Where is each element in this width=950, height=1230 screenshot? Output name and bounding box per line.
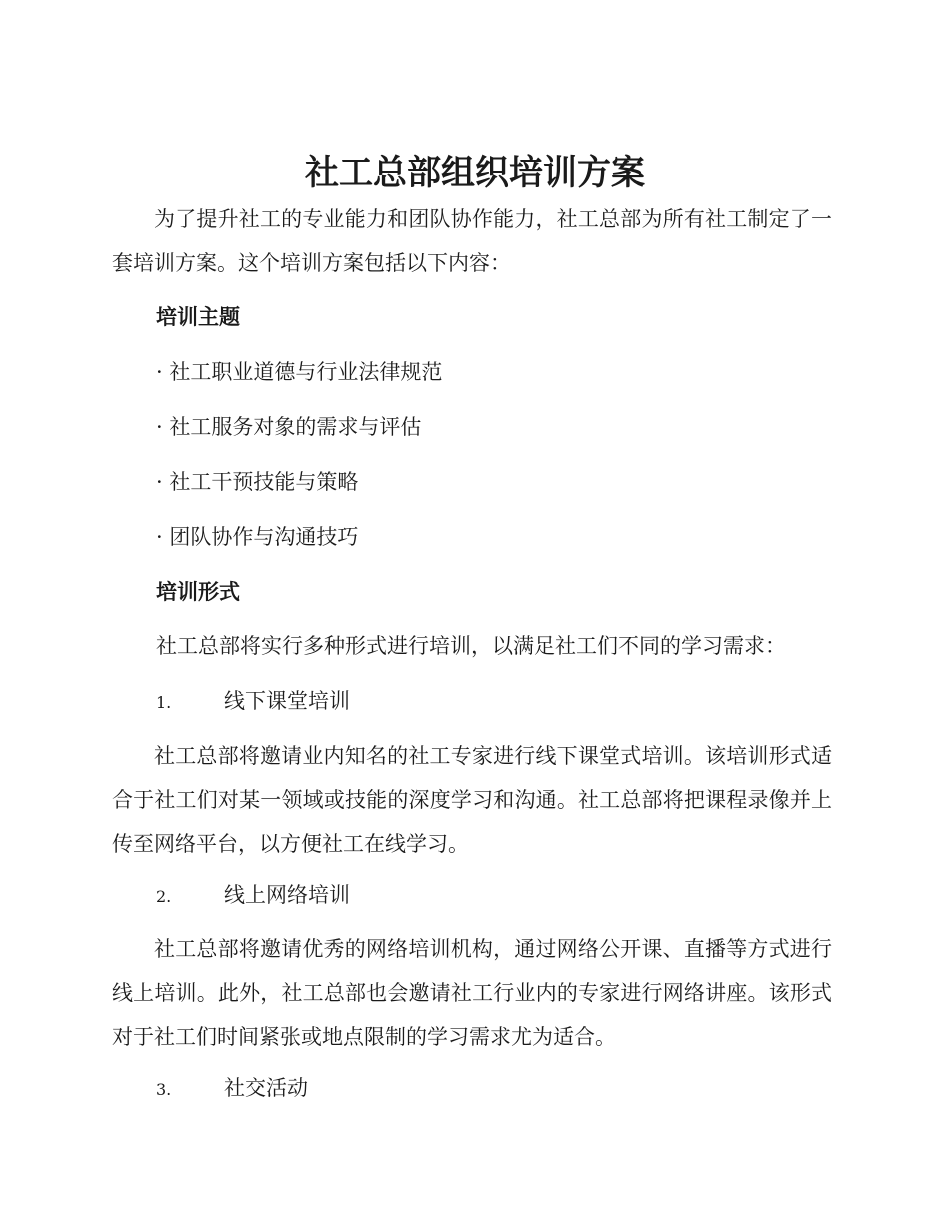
numbered-item	[156, 873, 350, 919]
intro-paragraph: 为了提升社工的专业能力和团队协作能力，社工总部为所有社工制定了一套培训方案。这个培训方案包括以下内容：	[112, 207, 832, 275]
item-label: 社交活动	[224, 1076, 308, 1100]
item-label: 线下课堂培训	[224, 689, 350, 713]
topic-item: · 团队协作与沟通技巧	[156, 525, 359, 549]
item-description: 社工总部将邀请业内知名的社工专家进行线下课堂式培训。该培训形式适合于社工们对某一领域或技能的深度学习和沟通。社工总部将把课程录像并上传至网络平台，以方便社工在线学习。	[112, 744, 832, 856]
item-label: 线上网络培训	[224, 883, 350, 907]
document-title: 社工总部组织培训方案	[305, 153, 645, 193]
section-heading-topics: 培训主题	[156, 305, 240, 329]
section-heading-forms: 培训形式	[156, 580, 240, 604]
item-number: 1.	[156, 693, 172, 712]
topic-item: · 社工服务对象的需求与评估	[156, 415, 422, 439]
item-description: 社工总部将邀请优秀的网络培训机构，通过网络公开课、直播等方式进行线上培训。此外，社工总部也会邀请社工行业内的专家进行网络讲座。该形式对于社工们时间紧张或地点限制的学习需求尤为适合。	[112, 937, 832, 1049]
topic-item: · 社工职业道德与行业法律规范	[156, 360, 443, 384]
numbered-item	[156, 1066, 308, 1112]
numbered-item	[156, 679, 350, 725]
forms-intro: 社工总部将实行多种形式进行培训，以满足社工们不同的学习需求：	[156, 634, 786, 658]
topic-item: · 社工干预技能与策略	[156, 470, 359, 494]
item-number: 3.	[156, 1080, 172, 1099]
item-number: 2.	[156, 887, 172, 906]
